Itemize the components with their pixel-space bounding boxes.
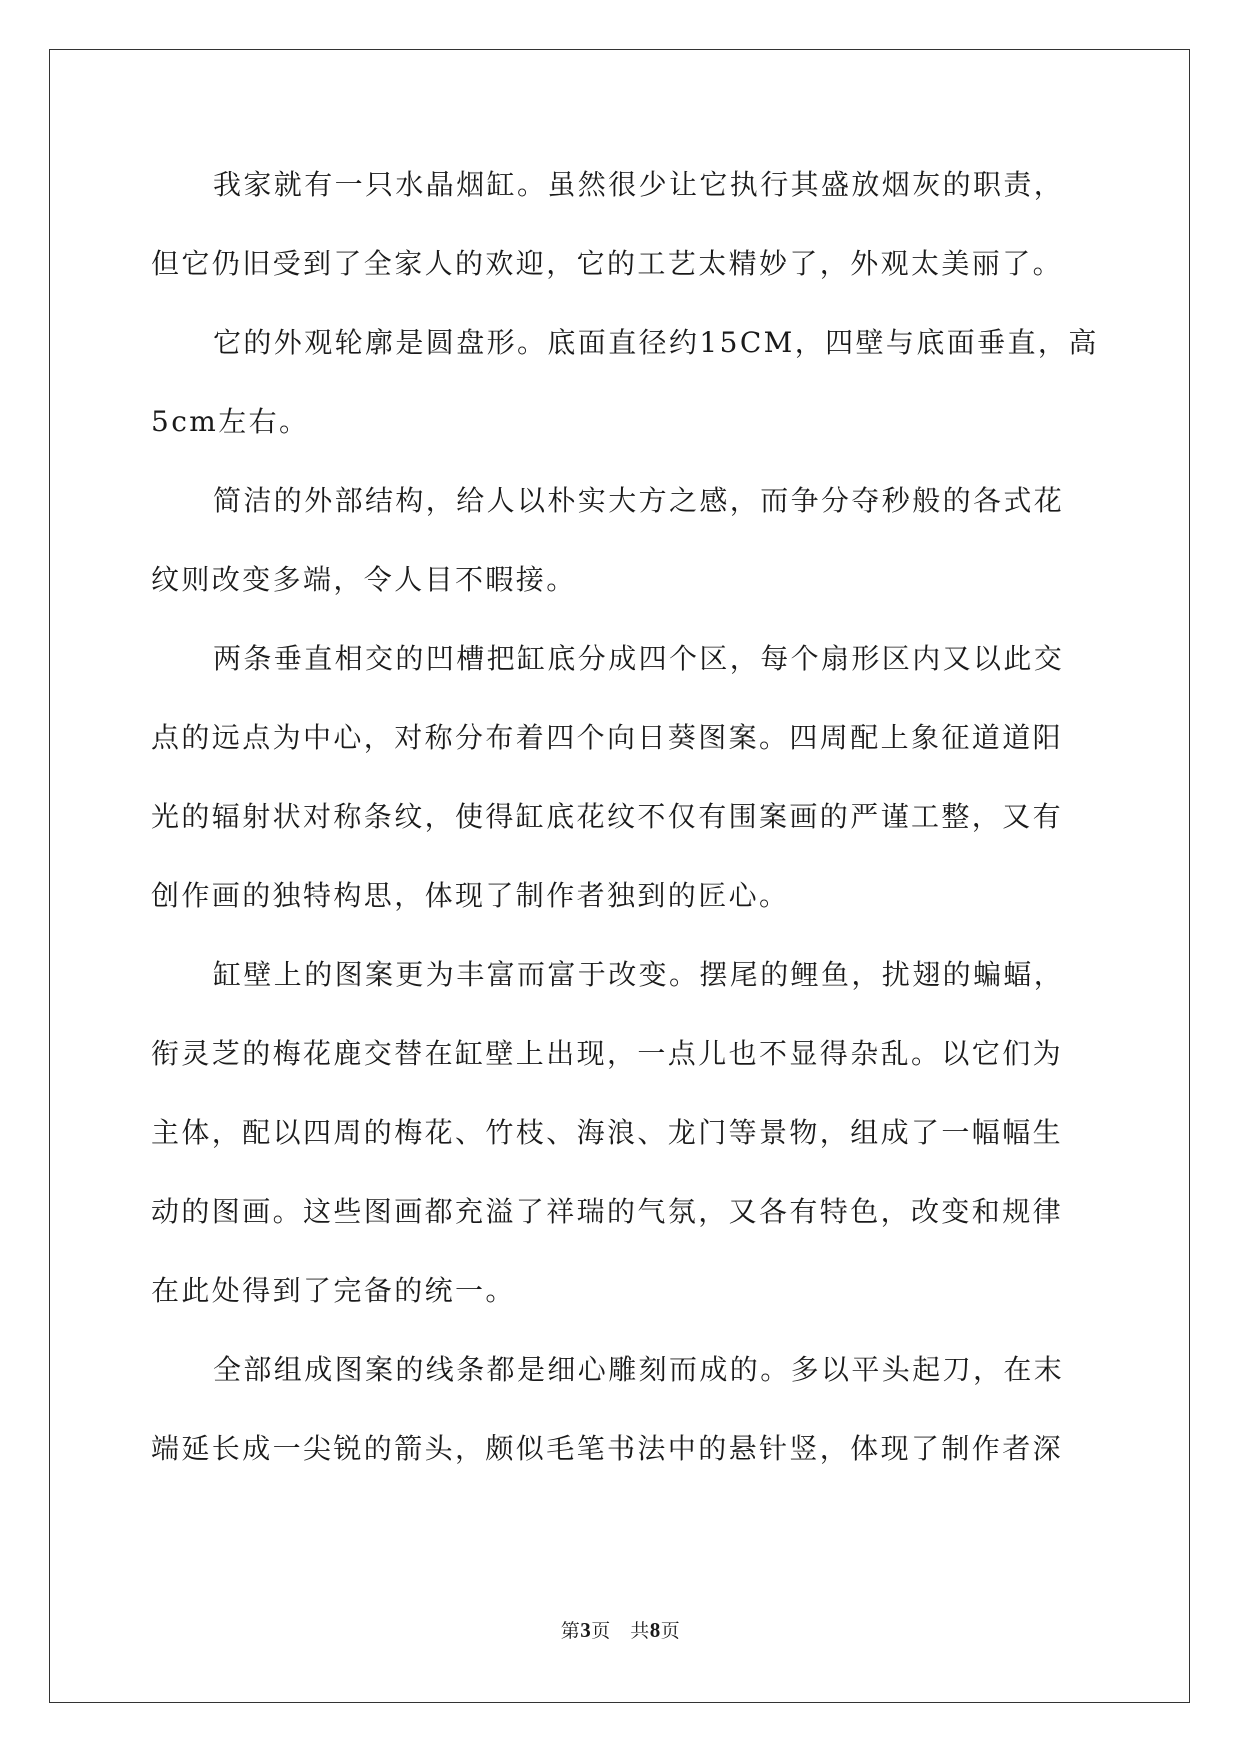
- text-line: 两条垂直相交的凹槽把缸底分成四个区，每个扇形区内又以此交: [213, 642, 1065, 675]
- text-line: 端延长成一尖锐的箭头，颇似毛笔书法中的悬针竖，体现了制作者深: [151, 1432, 1064, 1465]
- text-line: 它的外观轮廓是圆盘形。底面直径约15CM，四壁与底面垂直，高: [213, 326, 1099, 359]
- text-line: 但它仍旧受到了全家人的欢迎，它的工艺太精妙了，外观太美丽了。: [151, 247, 1064, 280]
- text-line: 动的图画。这些图画都充溢了祥瑞的气氛，又各有特色，改变和规律: [151, 1195, 1064, 1228]
- text-line: 5cm左右。: [151, 405, 310, 438]
- text-line: 全部组成图案的线条都是细心雕刻而成的。多以平头起刀，在末: [213, 1353, 1065, 1386]
- text-line: 光的辐射状对称条纹，使得缸底花纹不仅有围案画的严谨工整，又有: [151, 800, 1064, 833]
- text-line: 在此处得到了完备的统一。: [151, 1274, 516, 1307]
- text-line: 创作画的独特构思，体现了制作者独到的匠心。: [151, 879, 790, 912]
- page-mid: 页 共: [591, 1620, 650, 1642]
- text-line: 主体，配以四周的梅花、竹枝、海浪、龙门等景物，组成了一幅幅生: [151, 1116, 1064, 1149]
- document-body: [151, 162, 1099, 1505]
- page-current-number: 3: [580, 1618, 592, 1642]
- page-suffix: 页: [660, 1620, 681, 1642]
- page-total-number: 8: [649, 1618, 661, 1642]
- page-footer: [0, 1616, 1241, 1643]
- text-line: 点的远点为中心，对称分布着四个向日葵图案。四周配上象征道道阳: [151, 721, 1064, 754]
- text-line: 缸壁上的图案更为丰富而富于改变。摆尾的鲤鱼，扰翅的蝙蝠，: [213, 958, 1065, 991]
- text-line: 简洁的外部结构，给人以朴实大方之感，而争分夺秒般的各式花: [213, 484, 1065, 517]
- page-prefix: 第: [560, 1620, 581, 1642]
- text-line: 我家就有一只水晶烟缸。虽然很少让它执行其盛放烟灰的职责，: [213, 168, 1065, 201]
- text-line: 衔灵芝的梅花鹿交替在缸壁上出现，一点儿也不显得杂乱。以它们为: [151, 1037, 1064, 1070]
- text-line: 纹则改变多端，令人目不暇接。: [151, 563, 577, 596]
